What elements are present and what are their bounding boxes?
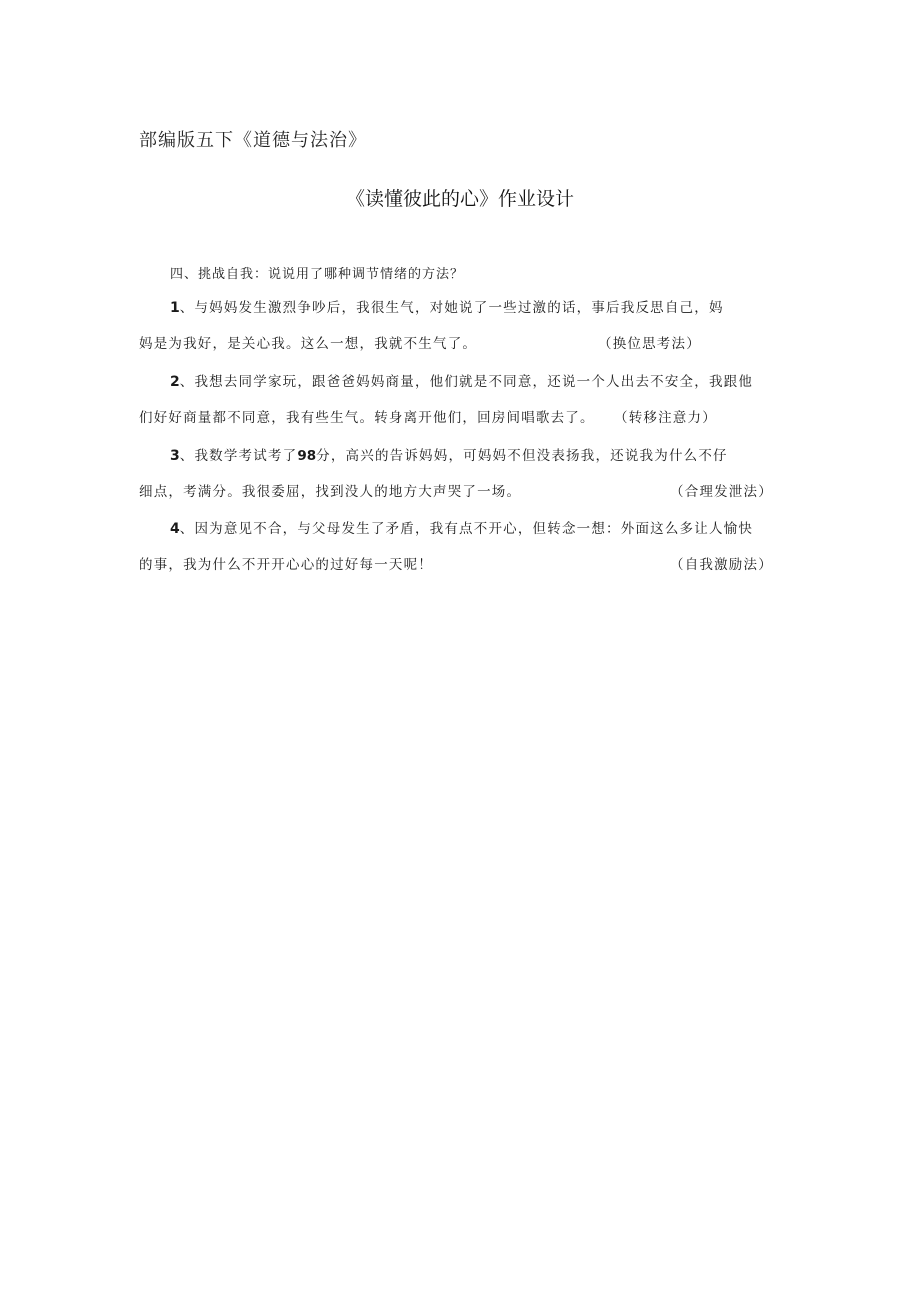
item-3-text-1b: 分，高兴的告诉妈妈，可妈妈不但没表扬我，还说我为什么不仔 bbox=[316, 448, 728, 464]
item-4-line-1 bbox=[170, 519, 753, 539]
document-title: 《读懂彼此的心》作业设计 bbox=[345, 188, 574, 210]
item-3-line-1 bbox=[170, 446, 728, 466]
item-2-line-1 bbox=[170, 372, 753, 392]
item-4-number: 4 bbox=[170, 521, 180, 537]
item-3-number: 3 bbox=[170, 448, 180, 464]
item-4-text-1: 、因为意见不合，与父母发生了矛盾，我有点不开心，但转念一想：外面这么多让人愉快 bbox=[179, 521, 754, 537]
document-header: 部编版五下《道德与法治》 bbox=[139, 130, 367, 151]
item-3-text-1a: 、我数学考试考了 bbox=[179, 448, 298, 464]
item-1-text-1: 、与妈妈发生激烈争吵后，我很生气，对她说了一些过激的话，事后我反思自己，妈 bbox=[179, 300, 724, 316]
question-prompt: 四、挑战自我：说说用了哪种调节情绪的方法？ bbox=[170, 267, 465, 282]
item-1-number: 1 bbox=[170, 300, 180, 316]
item-1-text-2: 妈是为我好，是关心我。这么一想，我就不生气了。 bbox=[139, 336, 478, 352]
item-3-text-2: 细点，考满分。我很委屈，找到没人的地方大声哭了一场。 bbox=[139, 484, 522, 500]
item-3-method: （合理发泄法） bbox=[670, 484, 773, 500]
item-2-method: （转移注意力） bbox=[614, 410, 717, 426]
item-2-text-2: 们好好商量都不同意，我有些生气。转身离开他们，回房间唱歌去了。 bbox=[139, 410, 595, 426]
item-1-line-1 bbox=[170, 298, 724, 318]
item-2-number: 2 bbox=[170, 374, 180, 390]
item-4-method: （自我激励法） bbox=[670, 557, 773, 573]
item-3-score: 98 bbox=[297, 448, 317, 464]
item-2-text-1: 、我想去同学家玩，跟爸爸妈妈商量，他们就是不同意，还说一个人出去不安全，我跟他 bbox=[179, 374, 754, 390]
item-1-method: （换位思考法） bbox=[598, 336, 701, 352]
item-4-text-2: 的事，我为什么不开开心心的过好每一天呢！ bbox=[139, 557, 433, 573]
